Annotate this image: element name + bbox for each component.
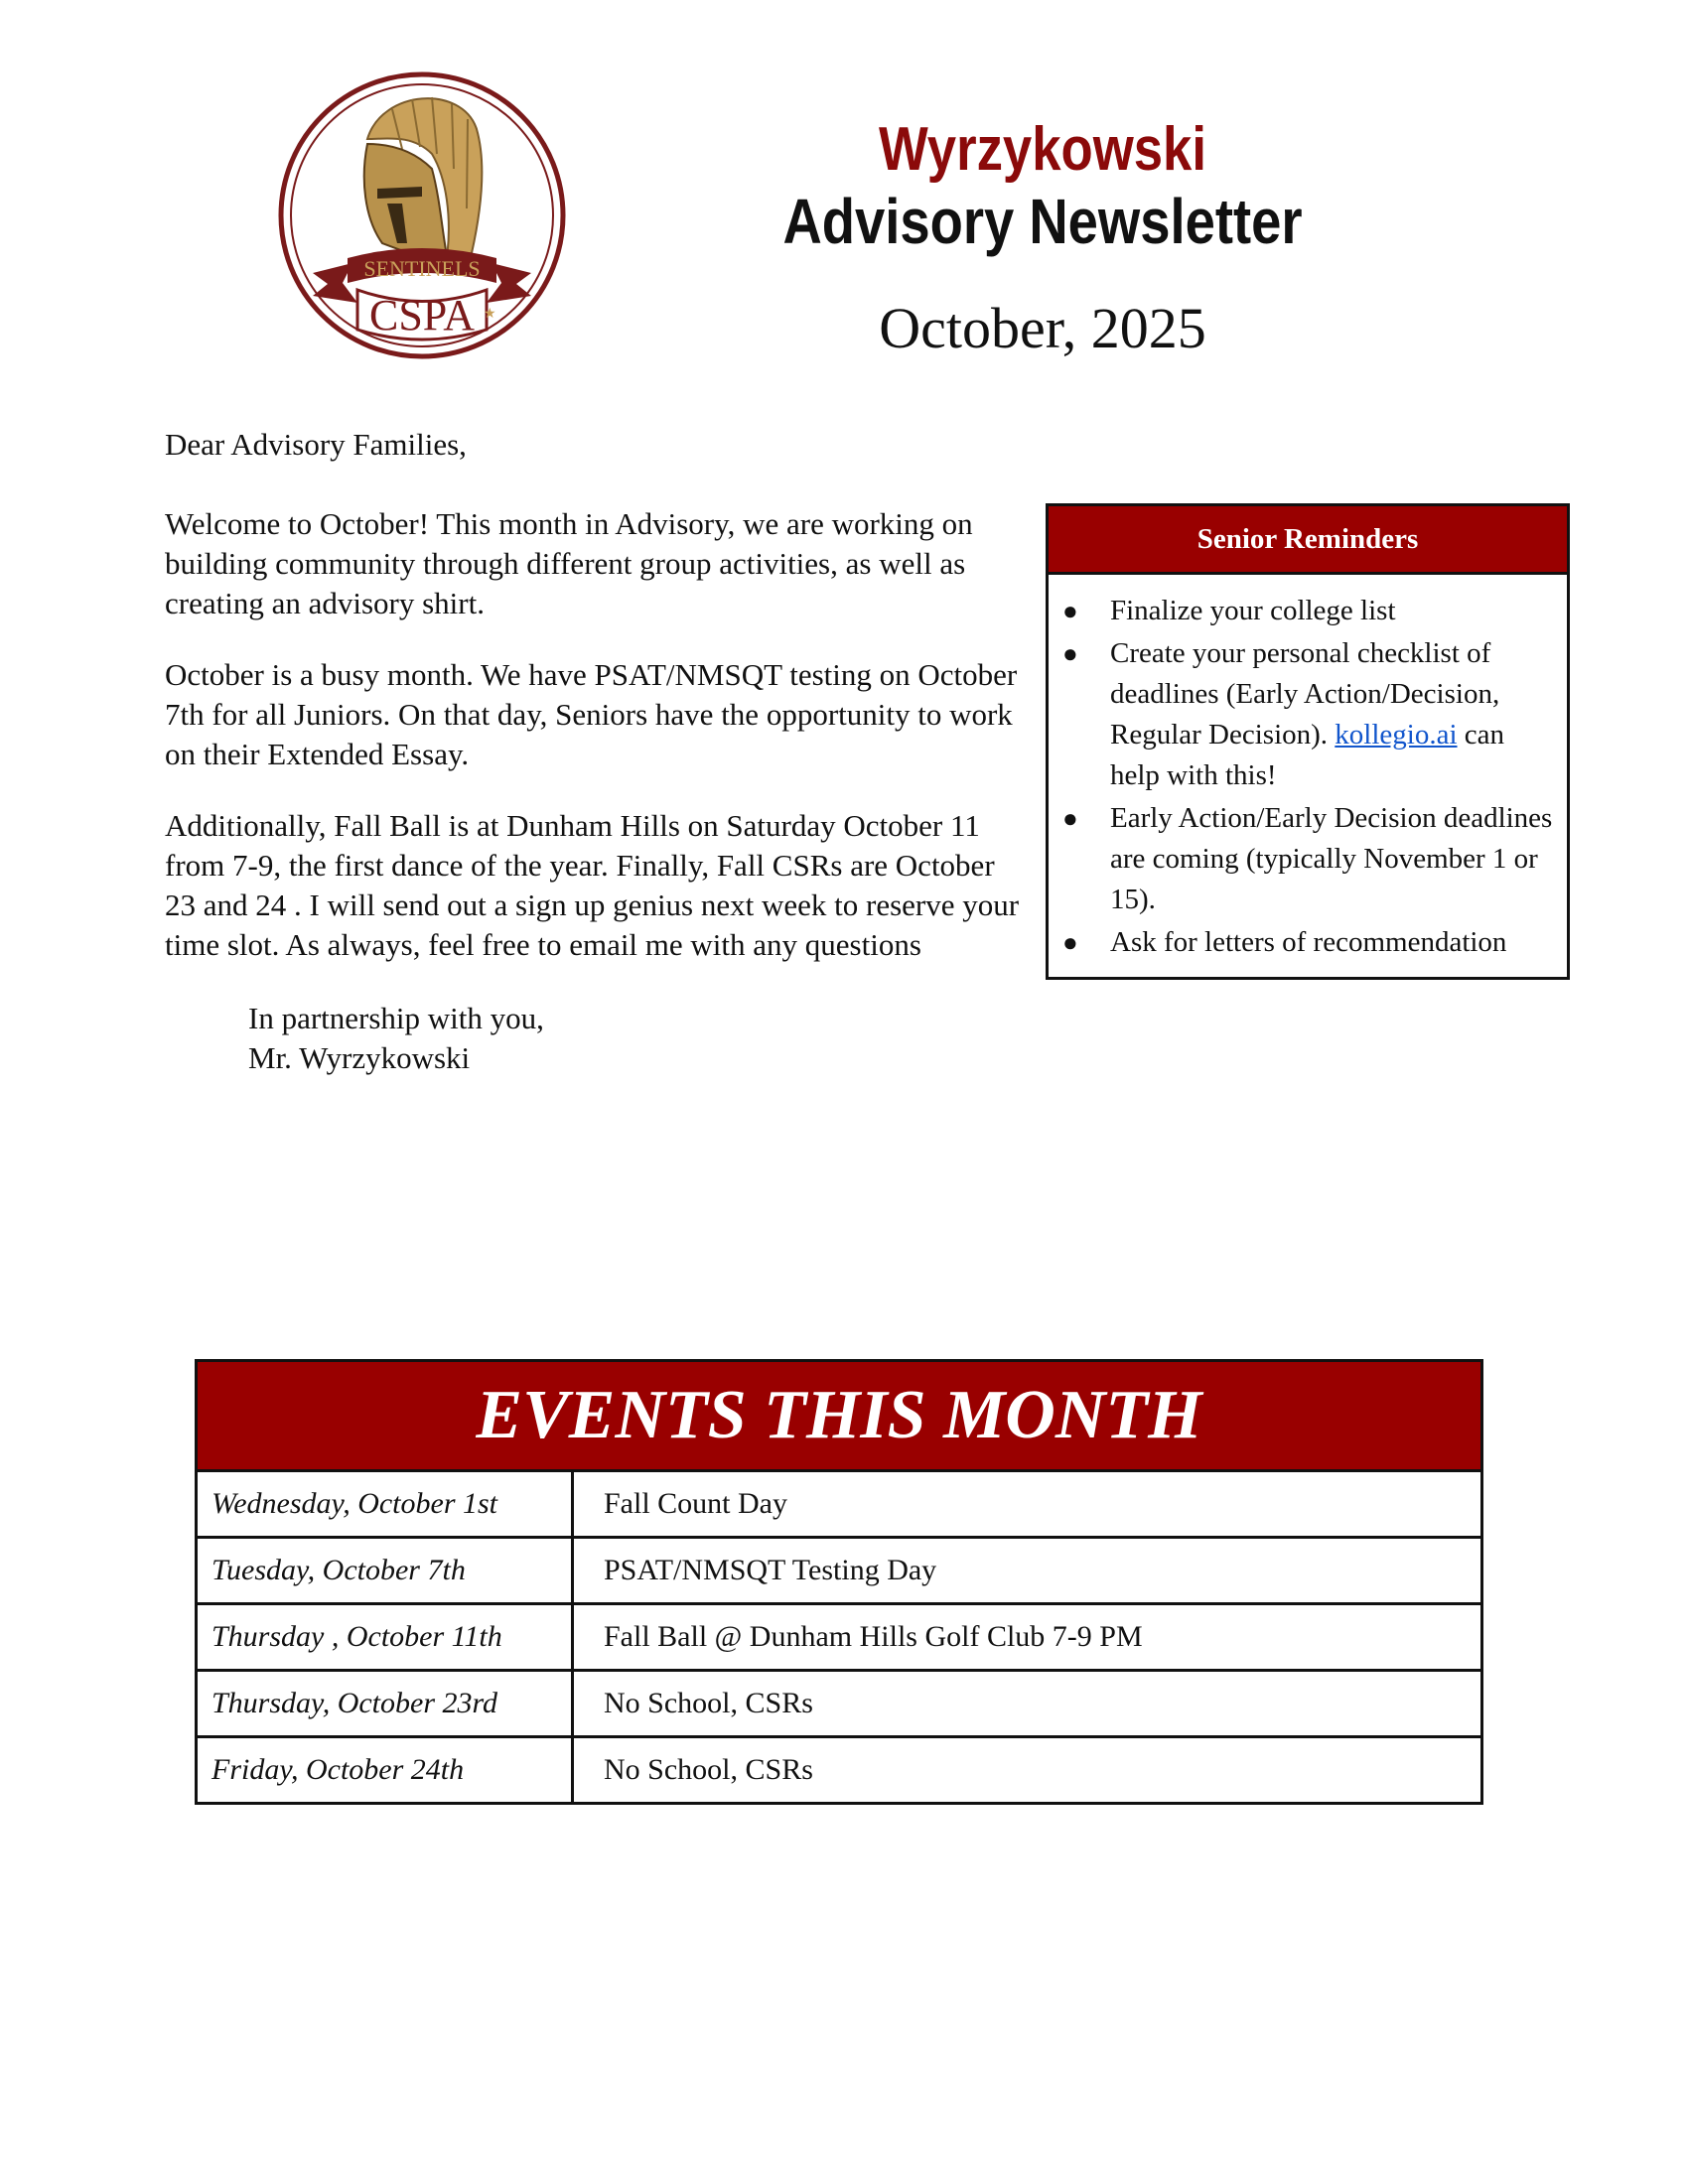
list-item (1049, 633, 1557, 796)
event-date: Tuesday, October 7th (197, 1538, 573, 1604)
senior-reminders-box (1046, 503, 1570, 980)
event-description: No School, CSRs (573, 1737, 1482, 1804)
event-description: Fall Count Day (573, 1471, 1482, 1538)
event-description: Fall Ball @ Dunham Hills Golf Club 7-9 PM (573, 1604, 1482, 1671)
list-item (1049, 922, 1557, 963)
event-description: No School, CSRs (573, 1671, 1482, 1737)
bullet-icon: ● (1062, 639, 1078, 668)
reminders-list (1049, 575, 1567, 977)
reminder-text: Early Action/Early Decision deadlines are coming (typically November 1 or 15). (1110, 802, 1553, 915)
reminder-text: Finalize your college list (1110, 595, 1396, 626)
table-row (197, 1471, 1482, 1538)
bullet-icon: ● (1062, 928, 1078, 957)
letter-paragraph: Welcome to October! This month in Advisory, we are working on building community through different group activities, as well as creating an advisory shirt. (165, 506, 973, 620)
list-item (1049, 591, 1557, 631)
closing: In partnership with you, (248, 1001, 544, 1035)
letter-paragraph: Additionally, Fall Ball is at Dunham Hills on Saturday October 11 from 7-9, the first dance of the year. Finally, Fall CSRs are October 23 and 24 . I will send out a sign up genius next week to reserve your time slot. As always, feel free to email me with any questions (165, 808, 1020, 962)
table-row (197, 1671, 1482, 1737)
event-date: Thursday, October 23rd (197, 1671, 573, 1737)
bullet-icon: ● (1062, 597, 1078, 625)
table-row (197, 1538, 1482, 1604)
signoff (165, 999, 1029, 1078)
logo-top-text: SENTINELS (363, 256, 481, 281)
reminder-text: Create your personal checklist of deadlines (Early Action/Decision, Regular Decision). (1110, 637, 1500, 751)
bullet-icon: ● (1062, 804, 1078, 833)
event-date: Wednesday, October 1st (197, 1471, 573, 1538)
event-date: Thursday , October 11th (197, 1604, 573, 1671)
events-title: EVENTS THIS MONTH (197, 1361, 1482, 1471)
logo-bottom-text: CSPA (368, 291, 476, 340)
salutation: Dear Advisory Families, (165, 427, 467, 462)
school-logo (273, 69, 571, 362)
list-item (1049, 798, 1557, 920)
reminder-text: can help with this! (1110, 719, 1505, 791)
event-date: Friday, October 24th (197, 1737, 573, 1804)
advisor-name: Wyrzykowski (878, 115, 1207, 184)
letter-body (165, 425, 1029, 1078)
kollegio-link[interactable]: kollegio.ai (1335, 719, 1458, 751)
reminder-text: Ask for letters of recommendation (1110, 926, 1507, 958)
table-row (197, 1604, 1482, 1671)
newsletter-date: October, 2025 (879, 296, 1206, 361)
events-table (195, 1359, 1483, 1805)
event-description: PSAT/NMSQT Testing Day (573, 1538, 1482, 1604)
newsletter-title: Advisory Newsletter (782, 186, 1303, 257)
reminders-title: Senior Reminders (1049, 506, 1567, 575)
table-row (197, 1737, 1482, 1804)
svg-text:★: ★ (484, 307, 496, 322)
letter-paragraph: October is a busy month. We have PSAT/NMSQT testing on October 7th for all Juniors. On that day, Seniors have the opportunity to work on their Extended Essay. (165, 657, 1018, 771)
signature: Mr. Wyrzykowski (248, 1040, 471, 1075)
newsletter-header (695, 115, 1390, 361)
